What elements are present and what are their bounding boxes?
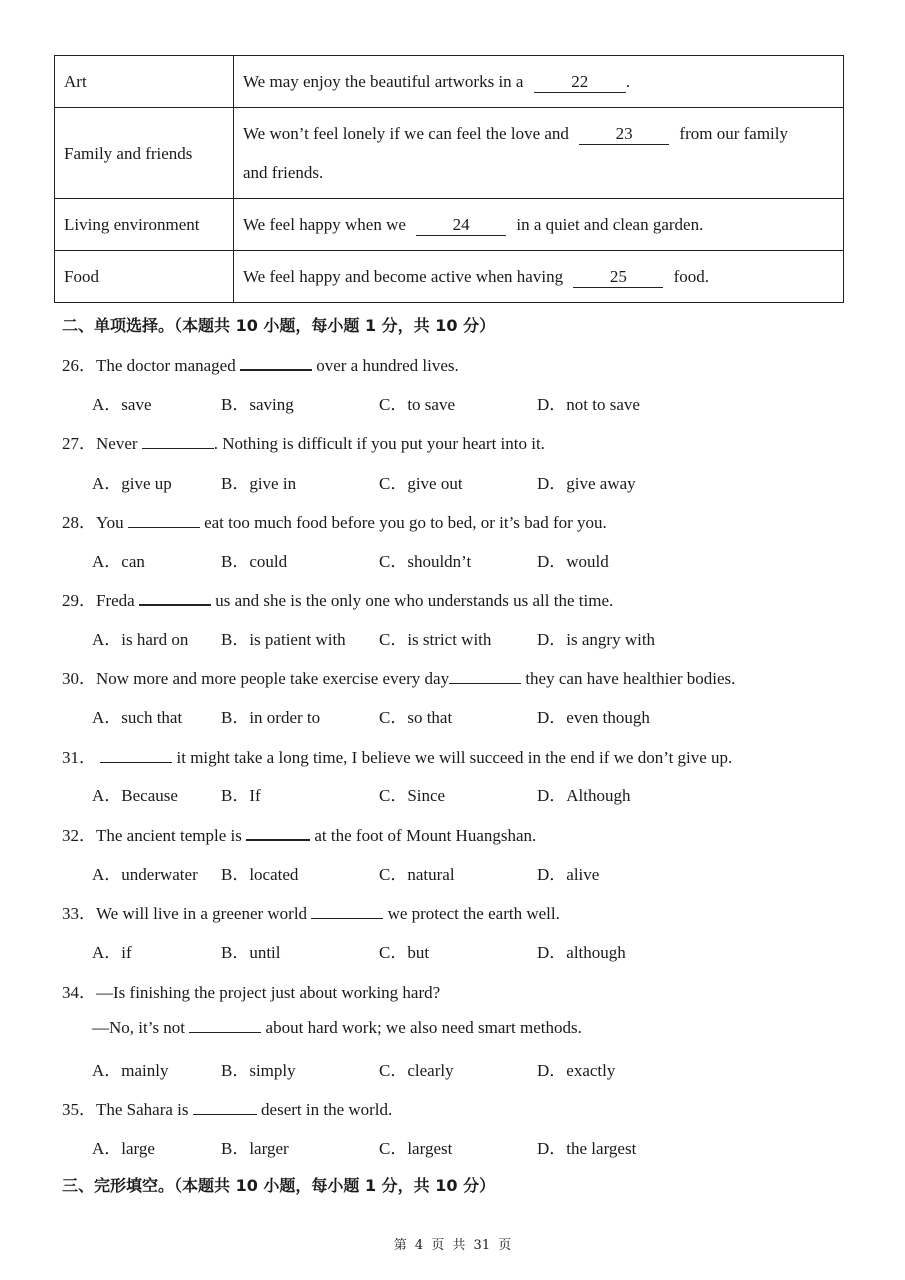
option-b[interactable]: B．simply — [221, 1061, 296, 1080]
option-c[interactable]: C．is strict with — [379, 630, 492, 649]
options-34 — [92, 1056, 792, 1080]
table-row — [55, 56, 844, 108]
options-26 — [92, 390, 792, 414]
table-topic-cell: Family and friends — [55, 108, 234, 199]
question-34: 34．—Is finishing the project just about working hard? — [62, 983, 441, 1002]
table-row — [55, 251, 844, 303]
option-a[interactable]: A．Because — [92, 786, 178, 805]
table-sentence-cell: We may enjoy the beautiful artworks in a 22 . — [234, 56, 844, 108]
option-c[interactable]: C．Since — [379, 786, 446, 805]
question-30: 30．Now more and more people take exercise every day they can have healthier bodies. — [62, 669, 736, 688]
option-b[interactable]: B．larger — [221, 1139, 289, 1158]
options-30 — [92, 703, 792, 727]
options-35 — [92, 1134, 792, 1158]
vocabulary-table — [54, 55, 844, 303]
option-d[interactable]: D．alive — [537, 865, 600, 884]
table-sentence-cell: We feel happy and become active when having 25 food. — [234, 251, 844, 303]
option-c[interactable]: C．to save — [379, 395, 456, 414]
option-d[interactable]: D．is angry with — [537, 630, 656, 649]
option-c[interactable]: C．shouldn’t — [379, 552, 472, 571]
answer-blank[interactable] — [193, 1098, 257, 1115]
options-32 — [92, 860, 792, 884]
option-d[interactable]: D．although — [537, 943, 626, 962]
option-a[interactable]: A．underwater — [92, 865, 198, 884]
option-b[interactable]: B．saving — [221, 395, 294, 414]
option-c[interactable]: C．so that — [379, 708, 453, 727]
option-b[interactable]: B．is patient with — [221, 630, 346, 649]
table-topic-cell: Art — [55, 56, 234, 108]
option-b[interactable]: B．in order to — [221, 708, 321, 727]
question-29: 29．Freda us and she is the only one who understands us all the time. — [62, 586, 613, 611]
option-d[interactable]: D．not to save — [537, 395, 640, 414]
option-a[interactable]: A．mainly — [92, 1061, 169, 1080]
question-33: 33．We will live in a greener world we protect the earth well. — [62, 904, 560, 923]
section-heading: 三、完形填空。（本题共 10 小题，每小题 1 分，共 10 分） — [62, 1176, 496, 1195]
options-29 — [92, 625, 792, 649]
option-b[interactable]: B．could — [221, 552, 288, 571]
option-c[interactable]: C．give out — [379, 474, 463, 493]
table-sentence-cell: We feel happy when we 24 in a quiet and clean garden. — [234, 199, 844, 251]
option-d[interactable]: D．give away — [537, 474, 636, 493]
option-a[interactable]: A．is hard on — [92, 630, 189, 649]
answer-blank[interactable]: 23 — [579, 124, 669, 145]
question-31: 31． it might take a long time, I believe we will succeed in the end if we don’t give up. — [62, 748, 733, 767]
answer-blank[interactable] — [128, 511, 200, 528]
option-a[interactable]: A．can — [92, 552, 145, 571]
option-c[interactable]: C．natural — [379, 865, 455, 884]
answer-blank[interactable] — [311, 902, 383, 919]
options-28 — [92, 547, 792, 571]
option-d[interactable]: D．even though — [537, 708, 650, 727]
page-footer: 第 4 页 共 31 页 — [393, 1238, 512, 1253]
table-topic-cell: Living environment — [55, 199, 234, 251]
option-b[interactable]: B．give in — [221, 474, 297, 493]
option-a[interactable]: A．give up — [92, 474, 172, 493]
answer-blank[interactable]: 24 — [416, 215, 506, 236]
option-b[interactable]: B．located — [221, 865, 299, 884]
option-d[interactable]: D．the largest — [537, 1139, 637, 1158]
option-c[interactable]: C．but — [379, 943, 430, 962]
question-32: 32．The ancient temple is at the foot of Mount Huangshan. — [62, 821, 536, 846]
option-a[interactable]: A．if — [92, 943, 132, 962]
table-row — [55, 108, 844, 199]
answer-blank[interactable] — [189, 1016, 261, 1033]
section-heading: 二、单项选择。（本题共 10 小题，每小题 1 分，共 10 分） — [62, 316, 496, 335]
question-28: 28．You eat too much food before you go to bed, or it’s bad for you. — [62, 513, 607, 532]
option-d[interactable]: D．would — [537, 552, 609, 571]
table-row — [55, 199, 844, 251]
option-a[interactable]: A．large — [92, 1139, 155, 1158]
question-35: 35．The Sahara is desert in the world. — [62, 1100, 393, 1119]
answer-blank[interactable]: 22 — [534, 72, 626, 93]
answer-blank[interactable] — [100, 746, 172, 763]
answer-blank[interactable] — [240, 353, 312, 371]
option-a[interactable]: A．such that — [92, 708, 183, 727]
options-27 — [92, 469, 792, 493]
answer-blank[interactable]: 25 — [573, 267, 663, 288]
question-27: 27．Never . Nothing is difficult if you put your heart into it. — [62, 434, 545, 453]
options-33 — [92, 938, 792, 962]
options-31 — [92, 781, 792, 805]
option-b[interactable]: B．until — [221, 943, 281, 962]
option-a[interactable]: A．save — [92, 395, 152, 414]
answer-blank[interactable] — [246, 823, 310, 841]
option-b[interactable]: B．If — [221, 786, 261, 805]
option-d[interactable]: D．Although — [537, 786, 631, 805]
question-26: 26．The doctor managed over a hundred lives. — [62, 351, 459, 376]
option-c[interactable]: C．clearly — [379, 1061, 454, 1080]
option-c[interactable]: C．largest — [379, 1139, 453, 1158]
answer-blank[interactable] — [139, 588, 211, 606]
table-topic-cell: Food — [55, 251, 234, 303]
answer-blank[interactable] — [449, 667, 521, 684]
question-34-reply: —No, it’s not about hard work; we also need smart methods. — [92, 1018, 582, 1037]
option-d[interactable]: D．exactly — [537, 1061, 616, 1080]
table-sentence-cell: We won’t feel lonely if we can feel the love and 23 from our family and friends. — [234, 108, 844, 199]
answer-blank[interactable] — [142, 432, 214, 449]
